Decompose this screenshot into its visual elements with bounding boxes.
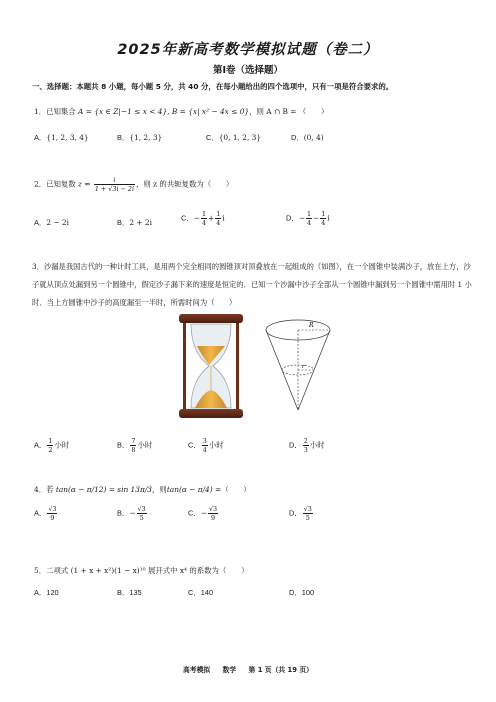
question-number: 3．: [32, 262, 44, 271]
option-text: 120: [46, 588, 59, 597]
denominator: 2: [48, 446, 53, 454]
q1-option-c[interactable]: [206, 132, 261, 143]
radius-small-label: r: [302, 364, 305, 370]
numerator: 1: [216, 210, 221, 218]
footer-page-number: 第 1 页（共 19 页）: [248, 666, 313, 674]
q3-option-d[interactable]: [289, 437, 325, 454]
option-label: C．: [181, 213, 194, 223]
q1-option-a[interactable]: [34, 132, 89, 143]
fraction: [201, 210, 207, 227]
numerator: i: [94, 176, 135, 185]
stem-text: 若: [46, 485, 54, 494]
option-label: A．: [34, 508, 47, 518]
numerator: √3: [208, 505, 218, 513]
question-number: 1．: [34, 107, 47, 116]
fraction: [47, 437, 53, 454]
stem-text: 二项式 (1 + x + x²)(1 − x)¹⁰ 展开式中 x⁴ 的系数为（ ）: [46, 566, 249, 575]
question-1-stem: 1．已知集合 A = {x ∈ Z|−1 ≤ x < 4}, B = {x| x² − 4x ≤ 0}，则 A ∩ B = （ ）: [34, 107, 329, 116]
page-footer: [0, 664, 496, 674]
section-instruction: 一、选择题：本题共 8 小题，每小题 5 分，共 40 分，在每小题给出的四个选项中，只有一项是符合要求的。: [32, 82, 394, 91]
numerator: 1: [201, 210, 207, 218]
footer-exam-name: 高考模拟: [183, 666, 211, 674]
option-label: C．: [188, 508, 201, 518]
denominator: 1 + √3i − 2i: [94, 185, 135, 193]
fraction: [303, 437, 309, 454]
set-b-expression: B = {x| x² − 4x ≤ 0}: [171, 107, 250, 116]
option-label: B．: [117, 440, 130, 450]
sign: −: [298, 213, 305, 223]
given-equation: tan(α − π/12) = sin 13π/3: [55, 485, 153, 494]
fraction: [215, 210, 221, 227]
option-text: 140: [200, 588, 214, 597]
option-label: D．: [289, 440, 302, 450]
option-text: (0, 4): [303, 133, 324, 142]
unit: 小时: [54, 440, 70, 450]
numerator: 1: [306, 210, 312, 218]
option-text: 100: [301, 588, 315, 597]
numerator: 1: [321, 210, 326, 218]
denominator: 4: [201, 219, 207, 227]
denominator: 9: [50, 514, 55, 522]
numerator: √3: [303, 505, 312, 513]
denominator: 4: [216, 219, 221, 227]
stem-suffix: （ ）: [221, 485, 251, 494]
question-3-stem: [32, 258, 472, 312]
stem-suffix: ，则 z 的共轭复数为（ ）: [136, 179, 234, 189]
q4-option-c[interactable]: [188, 505, 219, 522]
denominator: 9: [210, 514, 216, 522]
sign: −: [193, 213, 200, 223]
option-label: B．: [117, 218, 130, 227]
q5-option-d[interactable]: [289, 587, 314, 598]
unit: 小时: [208, 440, 224, 450]
numerator: √3: [48, 505, 57, 513]
denominator: 5: [305, 514, 310, 522]
option-label: B．: [117, 133, 130, 142]
denominator: 5: [139, 514, 144, 522]
option-label: D．: [291, 133, 304, 142]
option-label: C．: [206, 133, 219, 142]
option-label: C．: [188, 588, 201, 597]
question-5-stem: [34, 565, 249, 576]
numerator: 1: [48, 437, 53, 445]
option-label: D．: [289, 588, 302, 597]
option-label: B．: [117, 508, 130, 518]
stem-suffix: ，则 A ∩ B = （ ）: [249, 107, 329, 116]
q5-option-c[interactable]: [188, 587, 213, 598]
option-text: {1, 2, 3}: [129, 133, 163, 142]
option-label: A．: [34, 133, 47, 142]
page-title: 2025年新高考数学模拟试题（卷二）: [117, 42, 379, 58]
q2-option-b[interactable]: [117, 217, 152, 228]
fraction: [130, 437, 136, 454]
option-label: B．: [117, 588, 130, 597]
denominator: 4: [321, 219, 326, 227]
option-label: A．: [34, 218, 47, 227]
footer-subject: 数学: [222, 666, 237, 674]
question-2-stem: [34, 176, 233, 193]
target-expression: tan(α − π/4) =: [166, 485, 222, 494]
fraction: [320, 210, 326, 227]
q1-option-b[interactable]: [117, 132, 162, 143]
q4-option-d[interactable]: [289, 505, 314, 522]
operator: −: [313, 213, 320, 223]
denominator: 4: [202, 446, 207, 454]
imag-unit: i: [327, 213, 330, 223]
denominator: 3: [303, 446, 308, 454]
stem-text: 已知复数: [46, 179, 76, 189]
question-number: 4．: [34, 485, 47, 494]
option-label: A．: [34, 440, 47, 450]
fraction: [202, 437, 208, 454]
stem-mid: ，则: [152, 485, 167, 494]
q2-option-a[interactable]: [34, 217, 69, 228]
numerator: 3: [202, 437, 207, 445]
hourglass-illustration: [177, 312, 245, 420]
q2-option-d[interactable]: [286, 210, 330, 227]
numerator: 2: [303, 437, 308, 445]
part-heading: 第Ⅰ卷（选择题）: [212, 65, 284, 76]
option-text: {1, 2, 3, 4}: [46, 133, 89, 142]
fraction: [303, 505, 313, 522]
complex-fraction: [94, 176, 135, 193]
fraction: [306, 210, 312, 227]
numerator: 7: [131, 437, 136, 445]
q4-option-b[interactable]: [117, 505, 148, 522]
option-label: D．: [289, 508, 302, 518]
q2-option-c[interactable]: [181, 210, 225, 227]
option-label: D．: [286, 213, 299, 223]
option-text: 2 + 2i: [129, 218, 152, 227]
fraction: [208, 505, 218, 522]
radius-large-label: R: [309, 322, 314, 329]
fraction: [137, 505, 147, 522]
option-text: 2 − 2i: [46, 218, 69, 227]
fraction: [47, 505, 57, 522]
stem-text: 沙漏是我国古代的一种计时工具，是用两个完全相同的圆锥顶对顶叠放在一起组成的（如图），在一个圆锥中装满沙子，放在上方，沙子就从顶点处漏到另一个圆锥中，假定沙子漏下来的速度是恒定的．已知一个沙漏中沙子全部从一个圆锥中漏到另一个圆锥中需用时 1 小时．当上方圆锥中沙子的高度漏至一半时，所需时间为（ ）: [32, 262, 472, 307]
set-a-expression: A = {x ∈ Z|−1 ≤ x < 4}: [78, 107, 168, 116]
q3-option-c[interactable]: [188, 437, 224, 454]
q5-option-a[interactable]: [34, 587, 59, 598]
option-label: C．: [188, 440, 201, 450]
operator: +: [208, 213, 215, 223]
denominator: 4: [306, 219, 312, 227]
q3-option-b[interactable]: [117, 437, 152, 454]
question-number: 5．: [34, 566, 47, 575]
unit: 小时: [137, 440, 153, 450]
option-text: 135: [129, 588, 142, 597]
unit: 小时: [309, 440, 325, 450]
option-label: A．: [34, 588, 47, 597]
sign: −: [200, 508, 207, 518]
imag-unit: i: [222, 213, 225, 223]
stem-text: 已知集合: [46, 107, 76, 116]
question-4-stem: [34, 484, 251, 495]
sign: −: [129, 508, 136, 518]
option-text: {0, 1, 2, 3}: [218, 133, 262, 142]
z-equals: z =: [78, 179, 91, 189]
question-number: 2．: [34, 179, 47, 189]
cone-diagram: [262, 318, 334, 414]
q3-option-a[interactable]: [34, 437, 69, 454]
q5-option-b[interactable]: [117, 587, 142, 598]
denominator: 8: [131, 446, 136, 454]
q1-option-d[interactable]: [291, 132, 324, 143]
q4-option-a[interactable]: [34, 505, 58, 522]
numerator: √3: [137, 505, 146, 513]
